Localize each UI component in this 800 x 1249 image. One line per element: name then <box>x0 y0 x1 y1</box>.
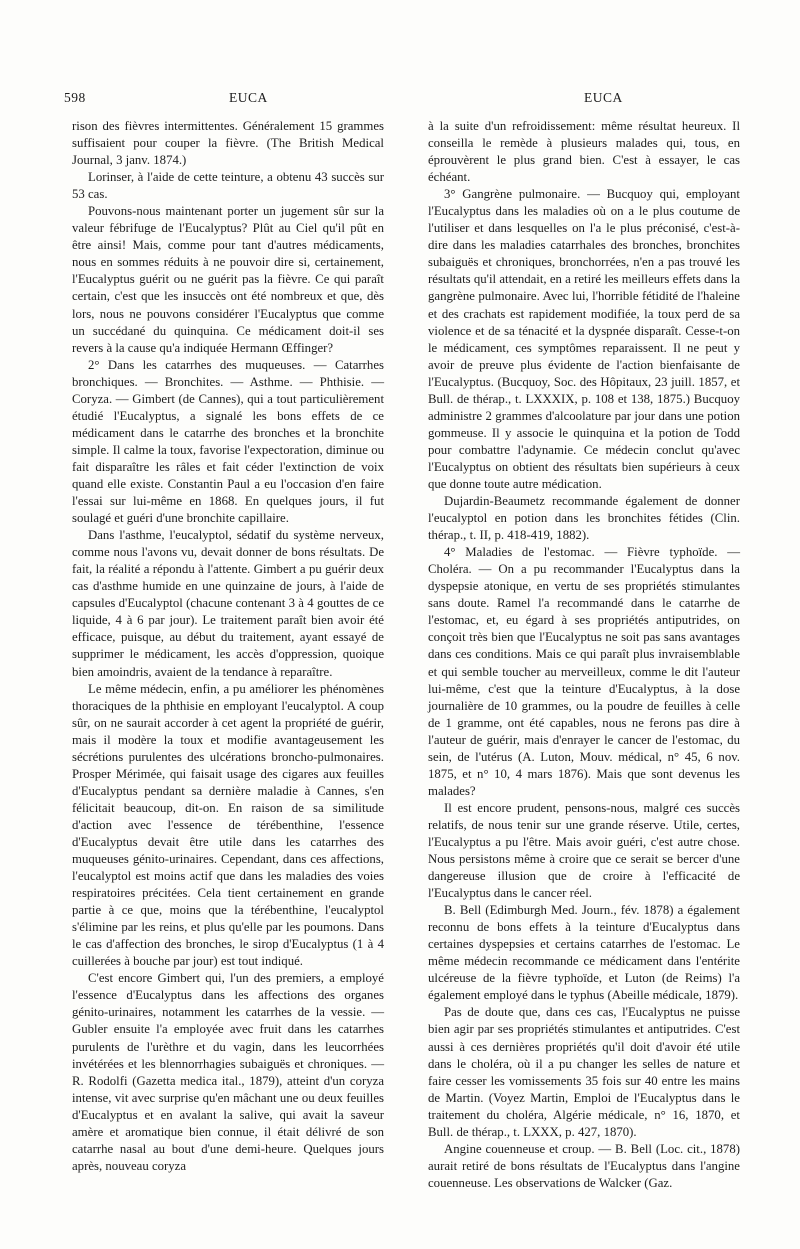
paragraph: 2° Dans les catarrhes des muqueuses. — Catarrhes bronchiques. — Bronchites. — Asthme. — Phthisie. — Coryza. — Gimbert (de Cannes), qui a tout particulièrement étudié l'Eucalyptus, a signalé les bons effets de ce médicament dans le catarrhe des bronches et la bronchite simple. Il calme la toux, favorise l'expectoration, diminue ou fait disparaître les râles et fait céder l'extinction de voix quand elle existe. Constantin Paul a eu l'occasion d'en faire l'essai sur lui-même en 1868. En quelques jours, il fut soulagé et guéri d'une bronchite capillaire. <box>72 357 384 526</box>
left-column <box>72 118 384 1175</box>
paragraph: B. Bell (Edimburgh Med. Journ., fév. 1878) a également reconnu de bons effets à la teinture d'Eucalyptus dans certaines dyspepsies et certains catarrhes de l'estomac. Le même médecin recommande ce médicament dans l'entérite ulcéreuse de la fièvre typhoïde, et Luton (de Reims) l'a également employé dans le typhus (Abeille médicale, 1879). <box>428 903 740 1003</box>
paragraph: Dujardin-Beaumetz recommande également de donner l'eucalyptol en potion dans les bronchites fétides (Clin. thérap., t. II, p. 418-419, 1882). <box>428 494 740 543</box>
paragraph: Angine couenneuse et croup. — B. Bell (Loc. cit., 1878) aurait retiré de bons résultats de l'Eucalyptus dans l'angine couenneuse. Les observations de Walcker (Gaz. <box>428 1141 740 1190</box>
running-head-right: EUCA <box>584 90 623 105</box>
running-head-left: EUCA <box>229 90 268 105</box>
paragraph: Pas de doute que, dans ces cas, l'Eucalyptus ne puisse bien agir par ses propriétés stimulantes et antiputrides. C'est aussi à ces dernières propriétés qu'il doit d'avoir été utile dans le choléra, où il a pu changer les selles de nature et faire cesser les vomissements 35 fois sur 40 entre les mains de Martin. (Voyez Martin, Emploi de l'Eucalyptus dans le traitement du choléra, Algérie médicale, n° 16, 1870, et Bull. de thérap., t. LXXX, p. 427, 1870). <box>428 1005 740 1139</box>
page-header <box>64 90 734 110</box>
page-number: 598 <box>64 90 86 105</box>
paragraph: Il est encore prudent, pensons-nous, malgré ces succès relatifs, de nous tenir sur une grande réserve. Utile, certes, l'Eucalyptus a pu l'être. Mais avoir guéri, c'est autre chose. Nous persistons même à croire que ce serait se bercer d'une dangereuse illusion que de croire à l'efficacité de l'Eucalyptus dans le cancer réel. <box>428 800 740 901</box>
paragraph: C'est encore Gimbert qui, l'un des premiers, a employé l'essence d'Eucalyptus dans les affections des organes génito-urinaires, notamment les catarrhes de la vessie. — Gubler ensuite l'a employée avec fruit dans les catarrhes purulents de l'urèthre et du vagin, dans les leucorrhées invétérées et les blennorrhagies subaiguës et chroniques. — R. Rodolfi (Gazetta medica ital., 1879), atteint d'un coryza intense, vit avec surprise qu'en mâchant une ou deux feuilles d'Eucalyptus et en avalant la salive, qui avait la saveur amère et aromatique bien connue, il était délivré de son catarrhe nasal au bout d'une demi-heure. Quelques jours après, nouveau coryza <box>72 971 384 1173</box>
paragraph: rison des fièvres intermittentes. Généralement 15 grammes suffisaient pour couper la fièvre. (The British Medical Journal, 3 janv. 1874.) <box>72 119 384 168</box>
paragraph: Le même médecin, enfin, a pu améliorer les phénomènes thoraciques de la phthisie en employant l'eucalyptol. A coup sûr, on ne saurait accorder à cet agent la propriété de guérir, mais il modère la toux et modifie avantageusement les sécrétions purulentes des ulcérations broncho-pulmonaires. Prosper Mérimée, qui faisait usage des cigares aux feuilles d'Eucalyptus pendant sa dernière maladie à Cannes, s'en félicitait beaucoup, dit-on. En raison de sa similitude d'action avec l'essence de térébenthine, l'essence d'Eucalyptus devait être utile dans les catarrhes des muqueuses génito-urinaires. Cependant, dans ces affections, l'eucalyptol est moins actif que dans les maladies des voies respiratoires précitées. Cela tient certainement en grande partie à ce que, moins que la térébenthine, l'eucalyptol s'élimine par les reins, et plus qu'elle par les poumons. Dans le cas d'affection des bronches, le sirop d'Eucalyptus (1 à 4 cuillerées à bouche par jour) est tout indiqué. <box>72 681 384 969</box>
paragraph: Dans l'asthme, l'eucalyptol, sédatif du système nerveux, comme nous l'avons vu, devait donner de bons résultats. De fait, la réalité a répondu à l'attente. Gimbert a pu guérir deux cas d'asthme humide en une quinzaine de jours, à l'aide de capsules d'Eucalyptol (chacune contenant 3 à 4 gouttes de ce liquide, 4 à 6 par jour). Le traitement paraît bien avoir été efficace, puisque, au début du traitement, ayant essayé de supprimer le médicament, les accès d'oppression, quoique bien amoindris, avaient de la tendance à reparaître. <box>72 528 384 679</box>
right-column <box>428 118 740 1192</box>
paragraph: 3° Gangrène pulmonaire. — Bucquoy qui, employant l'Eucalyptus dans les maladies où on a le plus coutume de l'utiliser et dans lesquelles on l'a le plus préconisé, c'est-à-dire dans les maladies catarrhales des bronches, bronchites subaiguës et chroniques, bronchorrées, n'en a pas trouvé les résultats qu'il attendait, en a retiré les meilleurs effets dans la gangrène pulmonaire. Avec lui, l'horrible fétidité de l'haleine et des crachats est rapidement modifiée, la toux perd de sa violence et de sa ténacité et la dyspnée disparaît. Cesse-t-on le médicament, ces symptômes reparaissent. Il ne peut y avoir de preuve plus évidente de l'action bienfaisante de l'Eucalyptus. (Bucquoy, Soc. des Hôpitaux, 23 juill. 1857, et Bull. de thérap., t. LXXXIX, p. 108 et 138, 1875.) Bucquoy administre 2 grammes d'alcoolature par jour dans une potion gommeuse. Il y associe le quinquina et la potion de Todd pour combattre l'adynamie. Ce médecin conclut qu'avec l'Eucalyptus on obtient des résultats bien supérieurs à ceux que donne toute autre médication. <box>428 187 740 491</box>
paragraph: Lorinser, à l'aide de cette teinture, a obtenu 43 succès sur 53 cas. <box>72 170 384 202</box>
paragraph: à la suite d'un refroidissement: même résultat heureux. Il conseilla le remède à plusieurs malades qui, tous, en éprouvèrent le plus grand bien. C'est à essayer, le cas échéant. <box>428 119 740 185</box>
paragraph: 4° Maladies de l'estomac. — Fièvre typhoïde. — Choléra. — On a pu recommander l'Eucalyptus dans la dyspepsie atonique, en vertu de ses propriétés stimulantes sans doute. Ramel l'a recommandé dans le catarrhe de l'estomac, et, eu égard à ses propriétés antiputrides, on conçoit très bien que l'Eucalyptus ne soit pas sans avantages dans ces conditions. Mais ce qui paraît plus invraisemblable et qui semble toucher au merveilleux, comme le dit l'auteur lui-même, c'est que la teinture d'Eucalyptus, à la dose journalière de 10 grammes, ou la poudre de feuilles à celle de 1 gramme, ont été capables, nous ne ferons pas dire à l'auteur de guérir, mais d'enrayer le cancer de l'estomac, du sein, de l'utérus (A. Luton, Mouv. médical, n° 45, 6 nov. 1875, et n° 10, 4 mars 1876). Mais que sont devenus les malades? <box>428 545 740 798</box>
paragraph: Pouvons-nous maintenant porter un jugement sûr sur la valeur fébrifuge de l'Eucalyptus? Plût au Ciel qu'il pût en être ainsi! Mais, comme pour tant d'autres médicaments, nous en sommes réduits à ne pouvoir dire si, certainement, l'Eucalyptus guérit ou ne guérit pas la fièvre. Ce qui paraît certain, c'est que les insuccès ont été nombreux et que, dès lors, nous ne pouvons considérer l'Eucalyptus que comme un succédané du quinquina. Ce médicament doit-il ses revers à la cause qu'a indiquée Hermann Œffinger? <box>72 204 384 355</box>
